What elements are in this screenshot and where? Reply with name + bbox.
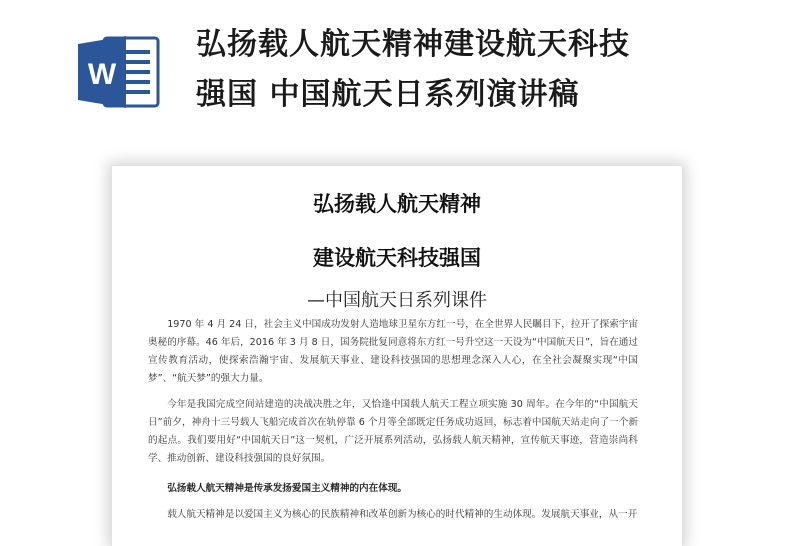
document-title-line1: 弘扬载人航天精神 [313, 192, 481, 216]
word-icon-letter: W [87, 58, 117, 91]
paragraph-1: 1970 年 4 月 24 日，社会主义中国成功发射人造地球卫星东方红一号，在全世界人民瞩目下，拉开了探索宇宙奥秘的序幕。46 年后，2016 年 3 月 8 日，国务院批复同意将东方红一号升空这一天设为“中国航天日”，旨在通过宣传教育活动，使探索浩瀚宇宙、发展航天事业、建设科技强国的思想理念深入人心，在全社会凝聚实现“中国梦”、“航天梦”的强大力量。 [148, 319, 638, 384]
section-heading: 弘扬载人航天精神是传承发扬爱国主义精神的内在体现。 [167, 483, 408, 494]
document-subtitle: —中国航天日系列课件 [307, 290, 487, 311]
header-title-line1: 弘扬载人航天精神建设航天科技 [196, 27, 630, 62]
paragraph-3: 载人航天精神是以爱国主义为核心的民族精神和改革创新为核心的时代精神的生动体现。发展航天事业，从一开 [167, 509, 638, 520]
header-banner [0, 0, 800, 160]
header-title [196, 20, 756, 120]
word-document-icon [76, 32, 164, 112]
document-page [112, 166, 682, 546]
document-title-line2: 建设航天科技强国 [313, 246, 481, 270]
header-title-line2: 强国 中国航天日系列演讲稿 [196, 77, 580, 112]
paragraph-2: 今年是我国完成空间站建造的决战决胜之年，又恰逢中国载人航天工程立项实施 30 周年。在今年的“中国航天日”前夕，神舟十三号载人飞船完成首次在轨停靠 6 个月等全部既定任务成功返回，标志着中国航天站走向了一个新的起点。我们要用好“中国航天日”这一契机，广泛开展系列活动，弘扬载人航天精神，宣传航天事迹，营造崇尚科学、推动创新、建设科技强国的良好氛围。 [148, 399, 638, 464]
